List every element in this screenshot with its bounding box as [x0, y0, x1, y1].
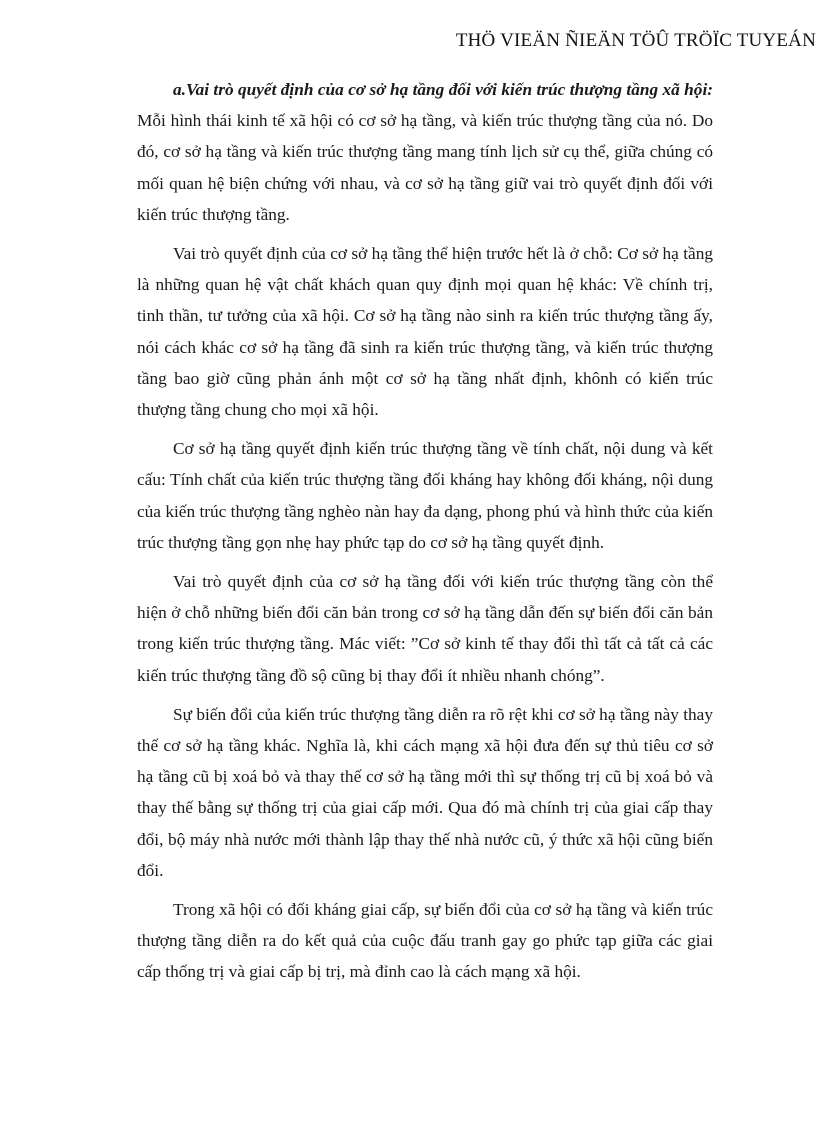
section-heading: a.Vai trò quyết định của cơ sở hạ tầng đối với kiến trúc thượng tầng xã hội: [173, 80, 713, 99]
paragraph-6: Trong xã hội có đối kháng giai cấp, sự biến đổi của cơ sở hạ tầng và kiến trúc thượng tầng diễn ra do kết quả của cuộc đấu tranh gay go phức tạp giữa các giai cấp thống trị và giai cấp bị trị, mà đỉnh cao là cách mạng xã hội. [137, 900, 713, 982]
paragraph-2: Vai trò quyết định của cơ sở hạ tầng thể hiện trước hết là ở chỗ: Cơ sở hạ tầng là những quan hệ vật chất khách quan quy định mọi quan hệ khác: Về chính trị, tinh thần, tư tưởng của xã hội. Cơ sở hạ tầng nào sinh ra kiến trúc thượng tầng ấy, nói cách khác cơ sở hạ tầng đã sinh ra kiến trúc thượng tầng, và kiến trúc thượng tầng bao giờ cũng phản ánh một cơ sở hạ tầng nhất định, khônh có kiến trúc thượng tầng chung cho mọi xã hội. [137, 244, 713, 420]
document-body [137, 74, 713, 996]
paragraph-1-text: Mỗi hình thái kinh tế xã hội có cơ sở hạ tầng, và kiến trúc thượng tầng của nó. Do đó, cơ sở hạ tầng và kiến trúc thượng tầng mang tính lịch sử cụ thể, giữa chúng có mối quan hệ biện chứng với nhau, và cơ sở hạ tầng giữ vai trò quyết định đối với kiến trúc thượng tầng. [137, 111, 713, 224]
paragraph-1 [137, 74, 713, 230]
paragraph-5: Sự biến đổi của kiến trúc thượng tầng diễn ra rõ rệt khi cơ sở hạ tầng này thay thế cơ sở hạ tầng khác. Nghĩa là, khi cách mạng xã hội đưa đến sự thủ tiêu cơ sở hạ tầng cũ bị xoá bỏ và thay thế cơ sở hạ tầng mới thì sự thống trị cũ bị xoá bỏ và thay thế bằng sự thống trị của giai cấp mới. Qua đó mà chính trị của giai cấp thay đổi, bộ máy nhà nước mới thành lập thay thế nhà nước cũ, ý thức xã hội cũng biến đổi. [137, 704, 713, 880]
paragraph-4: Vai trò quyết định của cơ sở hạ tầng đối với kiến trúc thượng tầng còn thể hiện ở chỗ những biến đổi căn bản trong cơ sở hạ tầng dẫn đến sự biến đổi căn bản trong kiến trúc thượng tầng. Mác viết: ”Cơ sở kinh tế thay đổi thì tất cả tất cả các kiến trúc thượng tầng đồ sộ cũng bị thay đổi ít nhiều nhanh chóng”. [137, 572, 713, 685]
page-header: THÖ VIEÄN ÑIEÄN TÖÛ TRÖÏC TUYEÁN [455, 30, 816, 51]
paragraph-3: Cơ sở hạ tầng quyết định kiến trúc thượng tầng về tính chất, nội dung và kết cấu: Tính chất của kiến trúc thượng tầng đối kháng hay không đối kháng, nội dung của kiến trúc thượng tầng nghèo nàn hay đa dạng, phong phú và hình thức của kiến trúc thượng tầng gọn nhẹ hay phức tạp do cơ sở hạ tầng quyết định. [137, 439, 713, 552]
